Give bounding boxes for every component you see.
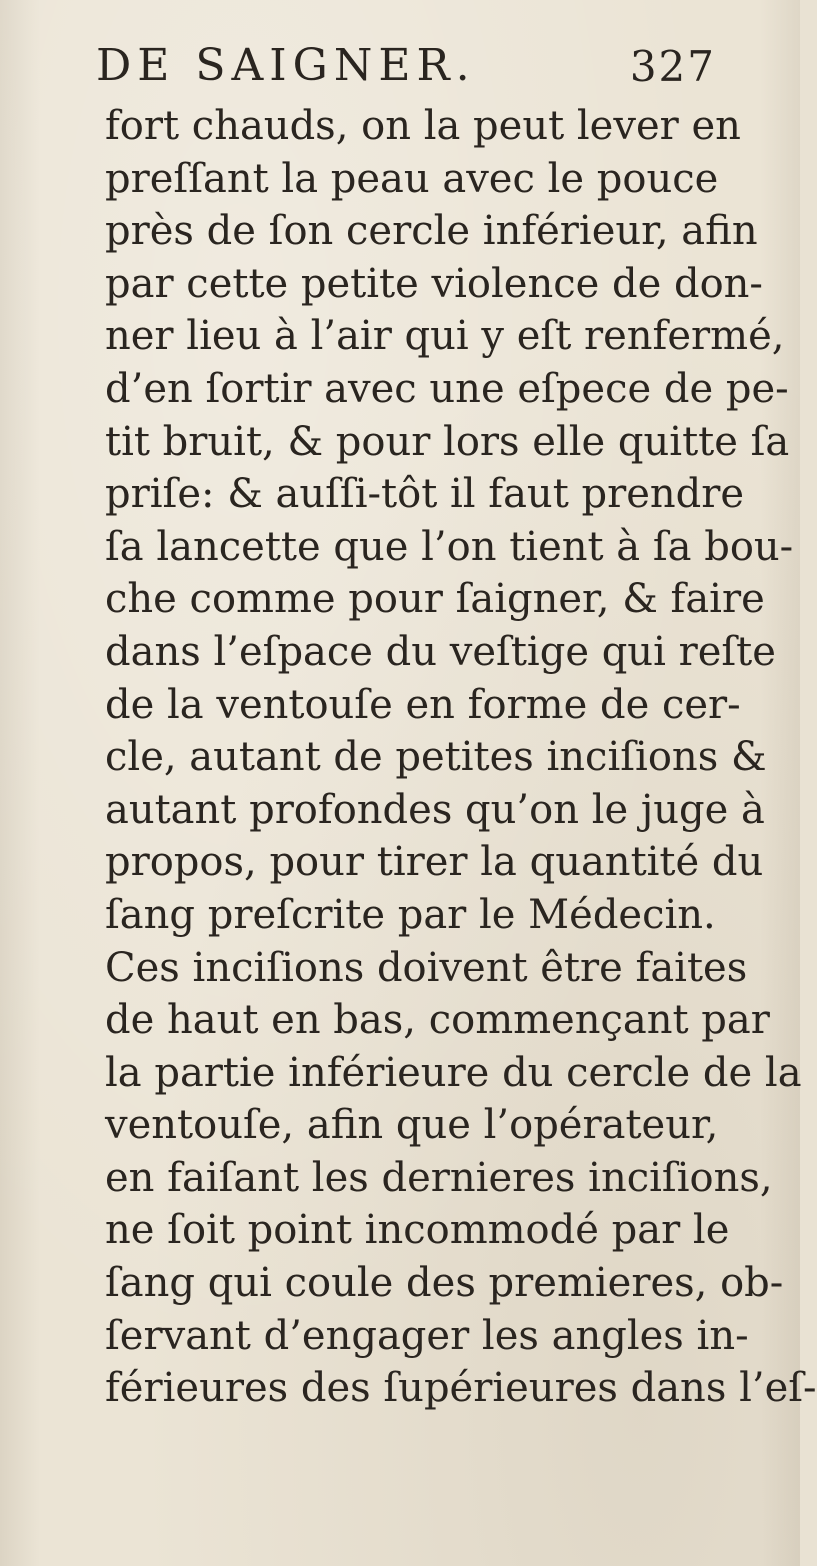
- text-line: ſa lancette que l’on tient à ſa bou-: [105, 523, 794, 570]
- text-line: ner lieu à l’air qui y eſt renfermé,: [105, 313, 785, 360]
- text-line: de la ventouſe en forme de cer-: [105, 681, 741, 728]
- text-line: la partie inférieure du cercle de la: [105, 1049, 802, 1096]
- text-line: ventouſe, afin que l’opérateur,: [105, 1102, 719, 1149]
- text-line: ſang preſcrite par le Médecin.: [105, 891, 716, 938]
- text-line: ſervant d’engager les angles in-: [105, 1312, 749, 1359]
- text-line: preſſant la peau avec le pouce: [105, 155, 719, 202]
- text-line: férieures des ſupérieures dans l’eſ-: [105, 1365, 817, 1412]
- text-line: propos, pour tirer la quantité du: [105, 839, 764, 886]
- text-line: che comme pour ſaigner, & faire: [105, 576, 765, 623]
- text-line: par cette petite violence de don-: [105, 260, 763, 307]
- text-line: autant profondes qu’on le juge à: [105, 786, 765, 833]
- page-number: 327: [629, 42, 716, 91]
- text-line: Ces inciſions doivent être faites: [105, 944, 748, 991]
- text-line: près de ſon cercle inférieur, afin: [105, 208, 758, 255]
- text-line: cle, autant de petites inciſions &: [105, 734, 767, 781]
- text-line: fort chauds, on la peut lever en: [105, 103, 741, 149]
- text-line: d’en ſortir avec une eſpece de pe-: [105, 365, 789, 412]
- text-line: de haut en bas, commençant par: [105, 997, 770, 1044]
- text-line: tit bruit, & pour lors elle quitte ſa: [105, 418, 790, 465]
- body-text: [105, 100, 817, 1415]
- running-title: DE SAIGNER.: [96, 40, 476, 91]
- text-line: dans l’eſpace du veſtige qui reſte: [105, 628, 776, 675]
- text-line: priſe: & auſſi-tôt il faut prendre: [105, 471, 745, 518]
- text-line: en faiſant les dernieres inciſions,: [105, 1154, 773, 1201]
- text-line: ne ſoit point incommodé par le: [105, 1207, 730, 1254]
- text-line: ſang qui coule des premieres, ob-: [105, 1260, 784, 1307]
